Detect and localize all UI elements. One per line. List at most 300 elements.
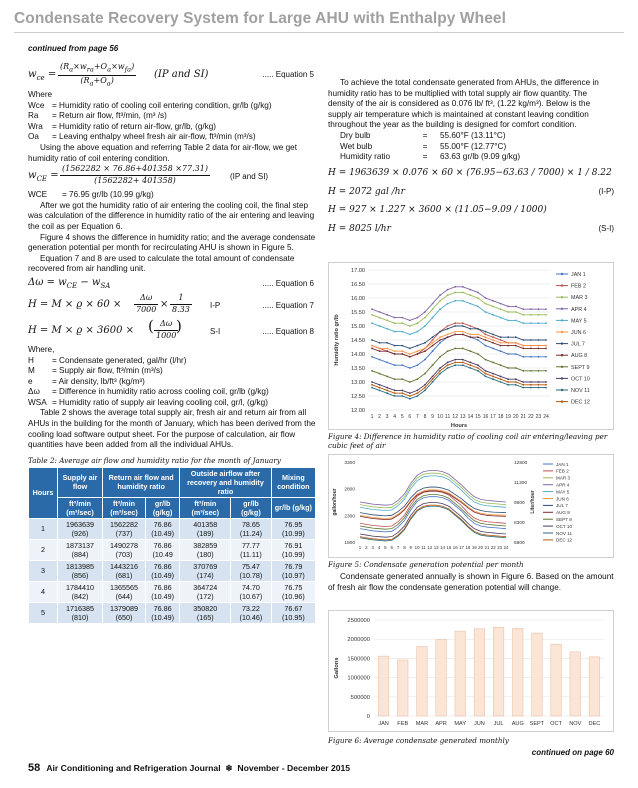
legend-label: FEB 2 bbox=[556, 468, 569, 474]
data-point bbox=[379, 384, 381, 386]
data-point bbox=[424, 311, 426, 313]
paragraph: After we got the humidity ratio of air entering the cooling coil, the final step was calculation of the difference in humidity ratio of the air entering and leaving the coil as per Equation 6. bbox=[28, 200, 315, 231]
x-tick-label: 14 bbox=[467, 414, 474, 420]
cell-line: (10.46) bbox=[239, 612, 263, 622]
table-cell bbox=[271, 518, 315, 539]
calculation-line bbox=[328, 163, 614, 185]
left-column bbox=[28, 60, 316, 624]
legend-label: APR 4 bbox=[556, 482, 570, 488]
y2-tick-label: 11300 bbox=[514, 481, 527, 486]
figure-5-caption: Figure 5: Condensate generation potential per month bbox=[328, 560, 524, 569]
continued-to: continued on page 60 bbox=[531, 748, 614, 757]
y-tick-label: 0 bbox=[366, 714, 370, 720]
data-point bbox=[500, 336, 502, 338]
data-point bbox=[500, 339, 502, 341]
data-point bbox=[462, 292, 464, 294]
x-tick-label: 18 bbox=[465, 545, 471, 550]
data-point bbox=[379, 311, 381, 313]
data-point bbox=[394, 350, 396, 352]
data-point bbox=[454, 322, 456, 324]
cell-line: 1 bbox=[41, 524, 45, 534]
data-point bbox=[447, 364, 449, 366]
x-tick-label: 3 bbox=[371, 545, 374, 550]
condition-eq: = bbox=[422, 141, 428, 151]
data-point bbox=[409, 320, 411, 322]
data-point bbox=[545, 381, 547, 383]
wce-result: WCE = 76.95 gr/lb (10.99 g/kg) bbox=[28, 190, 154, 200]
data-point bbox=[492, 362, 494, 364]
data-point bbox=[522, 322, 524, 324]
data-point bbox=[432, 317, 434, 319]
data-point bbox=[469, 364, 471, 366]
header-rule bbox=[14, 32, 624, 33]
x-tick-label: SEPT bbox=[529, 721, 545, 727]
airflow-table bbox=[28, 467, 316, 624]
data-point bbox=[379, 317, 381, 319]
definition-key: e bbox=[28, 376, 33, 386]
x-tick-label: 7 bbox=[396, 545, 400, 550]
condition-eq: = bbox=[422, 130, 428, 140]
calculation-line bbox=[328, 185, 614, 200]
definition-row bbox=[28, 356, 316, 367]
data-point bbox=[507, 320, 509, 322]
data-point bbox=[522, 387, 524, 389]
cell-line: 4 bbox=[41, 587, 45, 597]
data-point bbox=[401, 378, 403, 380]
data-point bbox=[545, 314, 547, 316]
definition-row bbox=[28, 377, 316, 388]
x-tick-label: 1 bbox=[358, 545, 362, 550]
data-point bbox=[538, 387, 540, 389]
equation-7: H = M × ϱ × 60 × $\frac{\Delta\omega}{7000}$ × $\frac{1}{8.33}$ I-P ..... Equation 7 bbox=[28, 292, 314, 314]
data-point bbox=[469, 362, 471, 364]
data-point bbox=[439, 336, 441, 338]
cell-line: (10.67) bbox=[239, 591, 263, 601]
data-point bbox=[507, 353, 509, 355]
data-point bbox=[424, 348, 426, 350]
data-point bbox=[447, 325, 449, 327]
calculation-line bbox=[328, 200, 614, 222]
data-point bbox=[485, 336, 487, 338]
y-axis-label: gallon/hour bbox=[332, 488, 338, 516]
data-point bbox=[462, 364, 464, 366]
data-point bbox=[394, 317, 396, 319]
cell-line: (650) bbox=[115, 612, 133, 622]
data-point bbox=[462, 334, 464, 336]
data-point bbox=[515, 336, 517, 338]
legend-label: MAY 5 bbox=[571, 318, 587, 325]
legend-label: JAN 1 bbox=[571, 272, 586, 278]
calculation-unit: (I-P) bbox=[598, 186, 614, 196]
data-point bbox=[439, 339, 441, 341]
data-point bbox=[394, 322, 396, 324]
definition-key: Δω bbox=[28, 387, 40, 397]
x-tick-label: 24 bbox=[543, 414, 549, 420]
data-point bbox=[492, 348, 494, 350]
x-tick-label: 22 bbox=[490, 545, 496, 550]
cell-line: 364724 bbox=[193, 582, 218, 592]
x-tick-label: 13 bbox=[460, 414, 466, 420]
data-point bbox=[538, 322, 540, 324]
data-point bbox=[386, 376, 388, 378]
cell-line: (189) bbox=[196, 528, 214, 538]
data-point bbox=[439, 373, 441, 375]
x-tick-label: 15 bbox=[446, 545, 452, 550]
data-point bbox=[447, 336, 449, 338]
y-tick-label: 2800 bbox=[344, 487, 355, 493]
data-point bbox=[469, 289, 471, 291]
x-tick-label: 12 bbox=[452, 414, 458, 420]
legend-label: DEC 12 bbox=[571, 399, 590, 406]
data-point bbox=[538, 308, 540, 310]
data-point bbox=[538, 339, 540, 341]
cell-line: 76.75 bbox=[284, 582, 303, 592]
cell-line: 76.86 bbox=[153, 582, 172, 592]
figure-4-caption: Figure 4: Difference in humidity ratio of cooling coil air entering/leaving per cubic feet of air bbox=[328, 432, 608, 450]
data-point bbox=[477, 328, 479, 330]
data-point bbox=[462, 300, 464, 302]
data-point bbox=[416, 392, 418, 394]
data-point bbox=[530, 308, 532, 310]
data-point bbox=[492, 334, 494, 336]
data-point bbox=[454, 292, 456, 294]
definitions-list-1 bbox=[28, 101, 316, 143]
cell-line: (10.95) bbox=[281, 612, 305, 622]
cell-line: (926) bbox=[71, 528, 89, 538]
data-point bbox=[394, 390, 396, 392]
cell-line: 76.86 bbox=[153, 561, 172, 571]
data-point bbox=[507, 367, 509, 369]
y-tick-label: 16.50 bbox=[351, 282, 365, 288]
definition-value: = Humidity ratio of return air-flow, gr/lb, (g/kg) bbox=[52, 121, 217, 131]
data-point bbox=[424, 325, 426, 327]
condition-name: Wet bulb bbox=[340, 141, 373, 151]
condition-value: 63.63 gr/lb (9.09 g/kg) bbox=[440, 152, 521, 162]
x-tick-label: 21 bbox=[520, 414, 527, 420]
data-point bbox=[515, 342, 517, 344]
cell-line: 76.91 bbox=[284, 540, 303, 550]
th-unit: ft³/min (m³/sec) bbox=[58, 497, 103, 518]
cell-line: (737) bbox=[115, 528, 133, 538]
data-point bbox=[515, 367, 517, 369]
data-point bbox=[538, 356, 540, 358]
data-point bbox=[439, 308, 441, 310]
table-cell bbox=[271, 560, 315, 581]
data-point bbox=[379, 373, 381, 375]
legend-marker bbox=[561, 296, 563, 298]
data-point bbox=[477, 336, 479, 338]
cell-line: 1963639 bbox=[66, 519, 94, 529]
data-point bbox=[462, 322, 464, 324]
data-point bbox=[492, 300, 494, 302]
cell-line: (10.99) bbox=[281, 549, 305, 559]
data-point bbox=[538, 384, 540, 386]
data-point bbox=[545, 322, 547, 324]
th-outside: Outside airflow after recovery and humidity ratio bbox=[180, 467, 271, 497]
data-point bbox=[432, 378, 434, 380]
th-unit: ft³/min (m³/sec) bbox=[103, 497, 146, 518]
data-point bbox=[500, 378, 502, 380]
cell-line: 1379089 bbox=[109, 603, 138, 613]
legend-marker bbox=[561, 377, 563, 379]
y-tick-label: 13.50 bbox=[351, 366, 365, 372]
data-point bbox=[538, 314, 540, 316]
cell-line: 1365565 bbox=[109, 582, 138, 592]
data-point bbox=[432, 364, 434, 366]
x-tick-label: 20 bbox=[512, 414, 519, 420]
legend-label: OCT 10 bbox=[556, 523, 572, 529]
data-point bbox=[515, 345, 517, 347]
condition-row bbox=[340, 131, 614, 142]
data-point bbox=[492, 342, 494, 344]
x-tick-label: 9 bbox=[431, 414, 434, 420]
legend-label: SEPT 9 bbox=[556, 517, 572, 522]
data-point bbox=[386, 362, 388, 364]
condition-eq: = bbox=[422, 152, 428, 162]
data-point bbox=[515, 381, 517, 383]
x-tick-label: 2 bbox=[365, 545, 368, 550]
data-point bbox=[515, 320, 517, 322]
x-tick-label: 5 bbox=[400, 414, 404, 420]
data-point bbox=[462, 362, 464, 364]
cell-line: 76.67 bbox=[284, 603, 303, 613]
definition-key: Oa bbox=[28, 132, 39, 142]
x-tick-label: 9 bbox=[409, 545, 413, 550]
cell-line: 74.70 bbox=[241, 582, 260, 592]
data-point bbox=[409, 367, 411, 369]
paragraph: Figure 4 shows the difference in humidity ratio; and the average condensate generation potential per month for recirculating AHU is shown in Figure 5. bbox=[28, 232, 316, 253]
data-point bbox=[379, 390, 381, 392]
table-row bbox=[29, 539, 316, 560]
table-row bbox=[29, 560, 316, 581]
x-tick-label: 17 bbox=[490, 414, 496, 420]
x-tick-label: 21 bbox=[484, 545, 490, 550]
y-axis-label: Gallons bbox=[334, 657, 340, 679]
legend-label: AUG 8 bbox=[571, 353, 588, 360]
legend-marker bbox=[561, 284, 563, 286]
x-tick-label: 4 bbox=[377, 545, 381, 550]
data-point bbox=[454, 348, 456, 350]
legend-marker bbox=[561, 342, 563, 344]
issue-date: November - December 2015 bbox=[237, 763, 351, 773]
data-point bbox=[500, 376, 502, 378]
cell-line: 76.86 bbox=[153, 540, 172, 550]
data-point bbox=[432, 308, 434, 310]
bar bbox=[493, 627, 504, 716]
x-tick-label: AUG bbox=[511, 721, 524, 727]
footer-separator-icon: ❄ bbox=[225, 763, 233, 773]
data-point bbox=[538, 370, 540, 372]
data-point bbox=[485, 334, 487, 336]
table-cell bbox=[58, 581, 103, 602]
x-tick-label: 22 bbox=[528, 414, 534, 420]
data-point bbox=[485, 297, 487, 299]
cell-line: 76.79 bbox=[284, 561, 303, 571]
calculation-lines bbox=[328, 163, 614, 237]
data-point bbox=[379, 325, 381, 327]
page-footer bbox=[28, 762, 350, 774]
data-point bbox=[469, 367, 471, 369]
data-point bbox=[424, 373, 426, 375]
data-point bbox=[477, 370, 479, 372]
data-point bbox=[492, 314, 494, 316]
right-column bbox=[328, 78, 614, 237]
x-tick-label: 13 bbox=[433, 545, 439, 550]
calculation-expression: H = 1963639 × 0.076 × 60 × (76.95−63.63 / 7000) × 1 / 8.22 bbox=[328, 168, 612, 179]
cell-line: 75.47 bbox=[241, 561, 260, 571]
table-cell bbox=[29, 518, 58, 539]
data-point bbox=[500, 381, 502, 383]
x-tick-label: 7 bbox=[416, 414, 419, 420]
y-tick-label: 3300 bbox=[344, 461, 355, 466]
data-point bbox=[500, 342, 502, 344]
definition-key: Ra bbox=[28, 111, 39, 121]
table-cell bbox=[103, 539, 146, 560]
data-point bbox=[492, 376, 494, 378]
table-cell bbox=[58, 602, 103, 623]
data-point bbox=[386, 314, 388, 316]
y-tick-label: 15.00 bbox=[351, 324, 365, 330]
cell-line: 76.86 bbox=[153, 603, 172, 613]
th-unit: ft³/min (m³/sec) bbox=[180, 497, 231, 518]
x-tick-label: 4 bbox=[393, 414, 397, 420]
eq-ipsi: (IP and SI) bbox=[230, 172, 269, 182]
x-tick-label: 23 bbox=[535, 414, 542, 420]
bar bbox=[532, 633, 543, 716]
data-point bbox=[530, 345, 532, 347]
data-point bbox=[439, 370, 441, 372]
definition-value: = Supply air flow, ft³/min (m³/s) bbox=[52, 366, 163, 376]
data-point bbox=[447, 289, 449, 291]
data-point bbox=[522, 384, 524, 386]
x-tick-label: 16 bbox=[482, 414, 489, 420]
data-point bbox=[530, 370, 532, 372]
data-point bbox=[500, 345, 502, 347]
x-tick-label: MAY bbox=[454, 721, 467, 727]
table-cell bbox=[103, 518, 146, 539]
data-point bbox=[454, 331, 456, 333]
data-point bbox=[386, 390, 388, 392]
data-point bbox=[545, 387, 547, 389]
table-cell bbox=[145, 560, 179, 581]
data-point bbox=[371, 339, 373, 341]
data-point bbox=[394, 364, 396, 366]
figure-6-caption: Figure 6: Average condensate generated monthly bbox=[328, 736, 509, 745]
bar bbox=[551, 644, 562, 716]
cell-line: (10.99) bbox=[281, 528, 305, 538]
data-point bbox=[416, 317, 418, 319]
legend-label: SEPT 9 bbox=[571, 364, 590, 371]
x-tick-label: 17 bbox=[459, 545, 465, 550]
data-point bbox=[386, 392, 388, 394]
x-tick-label: 2 bbox=[378, 414, 381, 420]
table-cell bbox=[145, 581, 179, 602]
table-cell bbox=[271, 539, 315, 560]
definition-key: Wce bbox=[28, 100, 45, 110]
definition-value: = Difference in humidity ratio across cooling coil, gr/lb (g/kg) bbox=[52, 387, 269, 397]
definition-row bbox=[28, 398, 316, 409]
table-cell bbox=[271, 581, 315, 602]
y-tick-label: 1800 bbox=[344, 541, 355, 546]
data-point bbox=[409, 348, 411, 350]
data-point bbox=[394, 395, 396, 397]
y-tick-label: 14.00 bbox=[351, 352, 365, 358]
table-cell bbox=[271, 602, 315, 623]
bar bbox=[474, 629, 485, 716]
cell-line: 1443216 bbox=[109, 561, 138, 571]
data-point bbox=[401, 345, 403, 347]
x-tick-label: 12 bbox=[427, 545, 433, 550]
definition-row bbox=[28, 101, 316, 112]
x-tick-label: 14 bbox=[440, 545, 445, 550]
table-cell bbox=[231, 518, 271, 539]
cell-line: (10.96) bbox=[281, 591, 305, 601]
data-point bbox=[409, 325, 411, 327]
y2-axis-label: Liter/hour bbox=[530, 490, 536, 514]
data-point bbox=[447, 367, 449, 369]
data-point bbox=[454, 325, 456, 327]
table-cell bbox=[29, 560, 58, 581]
cell-line: 3 bbox=[41, 566, 45, 576]
data-point bbox=[545, 384, 547, 386]
data-point bbox=[462, 325, 464, 327]
data-point bbox=[379, 387, 381, 389]
data-point bbox=[477, 367, 479, 369]
data-point bbox=[545, 308, 547, 310]
data-point bbox=[432, 303, 434, 305]
y-tick-label: 14.50 bbox=[351, 338, 365, 344]
data-point bbox=[447, 303, 449, 305]
legend-label: JAN 1 bbox=[556, 461, 569, 467]
x-tick-label: 8 bbox=[423, 414, 427, 420]
figure-5-chart bbox=[328, 454, 614, 558]
calculation-unit: (S-I) bbox=[598, 223, 614, 233]
data-point bbox=[416, 364, 418, 366]
condition-value: 55.60°F (13.11°C) bbox=[440, 130, 506, 140]
data-point bbox=[447, 328, 449, 330]
data-point bbox=[530, 381, 532, 383]
cell-line: 1716385 bbox=[66, 603, 94, 613]
definition-row bbox=[28, 132, 316, 143]
x-tick-label: 19 bbox=[471, 545, 477, 550]
data-point bbox=[416, 378, 418, 380]
page-number: 58 bbox=[28, 762, 41, 774]
x-tick-label: 11 bbox=[421, 545, 426, 550]
x-tick-label: APR bbox=[435, 721, 447, 727]
data-point bbox=[469, 334, 471, 336]
data-point bbox=[424, 387, 426, 389]
data-point bbox=[507, 306, 509, 308]
data-point bbox=[477, 364, 479, 366]
definition-value: = Condensate generated, gal/hr (l/hr) bbox=[52, 355, 187, 365]
definition-row bbox=[28, 111, 316, 122]
calculation-expression: H = 2072 gal /hr bbox=[328, 186, 405, 197]
data-point bbox=[432, 376, 434, 378]
data-point bbox=[500, 350, 502, 352]
data-point bbox=[409, 381, 411, 383]
x-tick-label: JUN bbox=[473, 721, 485, 727]
legend-label: NOV 11 bbox=[571, 388, 590, 394]
data-point bbox=[545, 348, 547, 350]
data-point bbox=[530, 356, 532, 358]
data-point bbox=[477, 353, 479, 355]
definition-key: H bbox=[28, 355, 34, 365]
data-point bbox=[401, 392, 403, 394]
data-point bbox=[401, 353, 403, 355]
cell-line: (174) bbox=[196, 570, 214, 580]
y2-tick-label: 8300 bbox=[514, 521, 525, 526]
definition-row bbox=[28, 387, 316, 398]
